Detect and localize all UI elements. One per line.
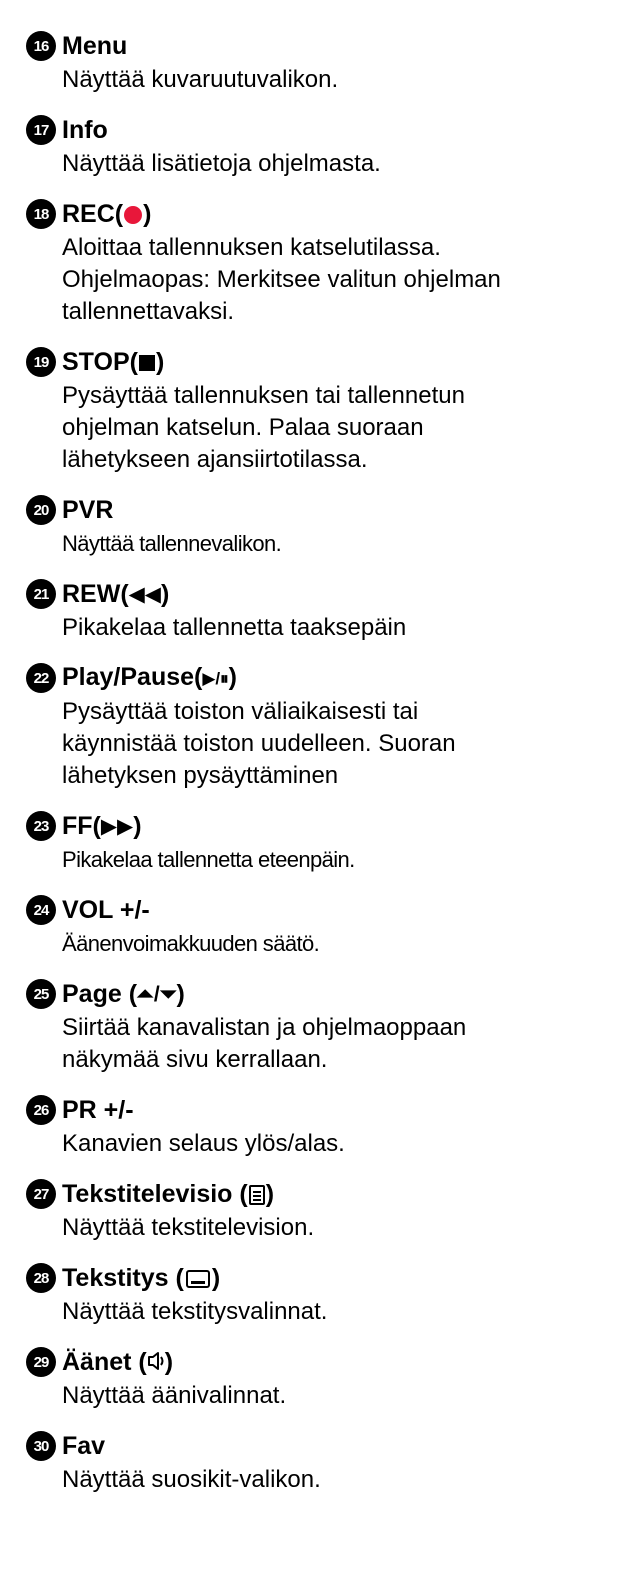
description-line: Näyttää äänivalinnat. [62, 1382, 287, 1409]
fast-forward-icon: ▶▶ [100, 814, 134, 838]
item-description [62, 1380, 616, 1412]
item-number-badge: 23 [26, 811, 56, 841]
item-description [62, 1464, 616, 1496]
item-heading [26, 810, 616, 842]
description-line: Pikakelaa tallennetta eteenpäin. [62, 847, 355, 872]
teletext-icon [249, 1185, 265, 1205]
description-line: Näyttää tekstitelevision. [62, 1214, 315, 1241]
item-heading [26, 578, 616, 610]
record-dot-icon [124, 206, 142, 224]
description-line: näkymää sivu kerrallaan. [62, 1046, 328, 1073]
title-prefix: REC( [62, 200, 124, 228]
title-prefix: STOP( [62, 348, 138, 376]
list-item-info [26, 114, 616, 180]
list-item-subtitles [26, 1262, 616, 1328]
item-number-badge: 21 [26, 579, 56, 609]
item-title [62, 346, 164, 378]
description-line: Äänenvoimakkuuden säätö. [62, 931, 320, 956]
rewind-icon: ◀◀ [128, 582, 161, 606]
description-line: käynnistää toiston uudelleen. Suoran [62, 730, 456, 757]
title-prefix: Page ( [62, 979, 138, 1008]
description-line: tallennettavaksi. [62, 298, 235, 325]
subtitle-icon [186, 1270, 210, 1288]
play-pause-icon: ▶/⏸ [202, 669, 229, 688]
description-line: lähetyksen pysäyttäminen [62, 762, 339, 789]
item-title [62, 578, 169, 611]
list-item-teletext [26, 1178, 616, 1244]
item-heading [26, 114, 616, 146]
item-number-badge: 29 [26, 1347, 56, 1377]
list-item-pr [26, 1094, 616, 1160]
item-description [62, 844, 616, 876]
item-description [62, 380, 616, 476]
remote-control-button-list [26, 30, 616, 1514]
item-title [62, 1262, 220, 1294]
item-number-badge: 25 [26, 979, 56, 1009]
item-number-badge: 20 [26, 495, 56, 525]
item-description [62, 64, 616, 96]
description-line: Näyttää tekstitysvalinnat. [62, 1298, 328, 1325]
item-number-badge: 24 [26, 895, 56, 925]
item-number-badge: 28 [26, 1263, 56, 1293]
item-heading [26, 1346, 616, 1378]
description-line: Siirtää kanavalistan ja ohjelmaoppaan [62, 1014, 467, 1041]
item-heading [26, 1430, 616, 1462]
description-line: Ohjelmaopas: Merkitsee valitun ohjelman [62, 266, 501, 293]
list-item-pvr [26, 494, 616, 560]
item-title: PR +/- [62, 1096, 134, 1124]
item-number-badge: 27 [26, 1179, 56, 1209]
item-title [62, 1346, 173, 1379]
item-title [62, 198, 151, 230]
item-description [62, 1212, 616, 1244]
title-prefix: Äänet ( [62, 1347, 147, 1376]
title-suffix: ) [155, 348, 165, 376]
title-prefix: REW( [62, 579, 129, 608]
list-item-rec [26, 198, 616, 328]
item-number-badge: 30 [26, 1431, 56, 1461]
item-description [62, 148, 616, 180]
item-heading [26, 198, 616, 230]
item-title: Fav [62, 1432, 106, 1460]
title-suffix: ) [265, 1180, 275, 1208]
title-prefix: Play/Pause( [62, 663, 203, 691]
item-heading [26, 30, 616, 62]
item-title: PVR [62, 496, 114, 524]
description-line: Pysäyttää tallennuksen tai tallennetun [62, 382, 465, 409]
title-prefix: Tekstitys ( [62, 1264, 184, 1292]
description-line: Pikakelaa tallennetta taaksepäin [62, 614, 407, 641]
title-suffix: ) [133, 811, 142, 840]
item-heading [26, 1262, 616, 1294]
item-heading [26, 1178, 616, 1210]
item-heading [26, 1094, 616, 1126]
list-item-vol [26, 894, 616, 960]
item-number-badge: 17 [26, 115, 56, 145]
list-item-rew [26, 578, 616, 644]
description-line: lähetykseen ajansiirtotilassa. [62, 446, 368, 473]
item-title [62, 661, 237, 695]
item-heading [26, 494, 616, 526]
title-suffix: ) [143, 200, 152, 228]
list-item-ff [26, 810, 616, 876]
description-line: ohjelman katselun. Palaa suoraan [62, 414, 424, 441]
item-title: VOL +/- [62, 896, 150, 924]
description-line: Kanavien selaus ylös/alas. [62, 1130, 345, 1157]
page-up-down-icon: ⏶/⏷ [137, 982, 177, 1006]
list-item-menu [26, 30, 616, 96]
item-heading [26, 662, 616, 694]
title-suffix: ) [228, 663, 237, 691]
item-number-badge: 22 [26, 663, 56, 693]
item-description [62, 1012, 616, 1076]
title-prefix: Tekstitelevisio ( [62, 1180, 248, 1208]
title-prefix: FF( [62, 811, 101, 840]
list-item-stop [26, 346, 616, 476]
description-line: Näyttää tallennevalikon. [62, 531, 282, 556]
list-item-page [26, 978, 616, 1076]
item-description [62, 1296, 616, 1328]
item-description [62, 528, 616, 560]
item-description [62, 696, 616, 792]
title-suffix: ) [160, 579, 170, 608]
item-number-badge: 26 [26, 1095, 56, 1125]
item-description [62, 232, 616, 328]
item-title [62, 978, 185, 1011]
item-number-badge: 18 [26, 199, 56, 229]
item-title [62, 810, 142, 843]
list-item-fav [26, 1430, 616, 1496]
description-line: Näyttää kuvaruutuvalikon. [62, 66, 339, 93]
item-heading [26, 894, 616, 926]
title-suffix: ) [176, 979, 185, 1008]
description-line: Näyttää lisätietoja ohjelmasta. [62, 150, 381, 177]
list-item-audio [26, 1346, 616, 1412]
description-line: Näyttää suosikit-valikon. [62, 1466, 321, 1493]
item-title: Menu [62, 32, 128, 60]
description-line: Aloittaa tallennuksen katselutilassa. [62, 234, 441, 261]
stop-square-icon [139, 355, 155, 371]
list-item-play-pause [26, 662, 616, 792]
item-description [62, 928, 616, 960]
title-suffix: ) [211, 1264, 221, 1292]
title-suffix: ) [164, 1347, 174, 1376]
item-description [62, 612, 616, 644]
item-heading [26, 978, 616, 1010]
item-title: Info [62, 116, 108, 144]
item-description [62, 1128, 616, 1160]
item-number-badge: 19 [26, 347, 56, 377]
description-line: Pysäyttää toiston väliaikaisesti tai [62, 698, 419, 725]
speaker-icon [147, 1347, 165, 1379]
item-number-badge: 16 [26, 31, 56, 61]
item-title [62, 1178, 274, 1210]
item-heading [26, 346, 616, 378]
